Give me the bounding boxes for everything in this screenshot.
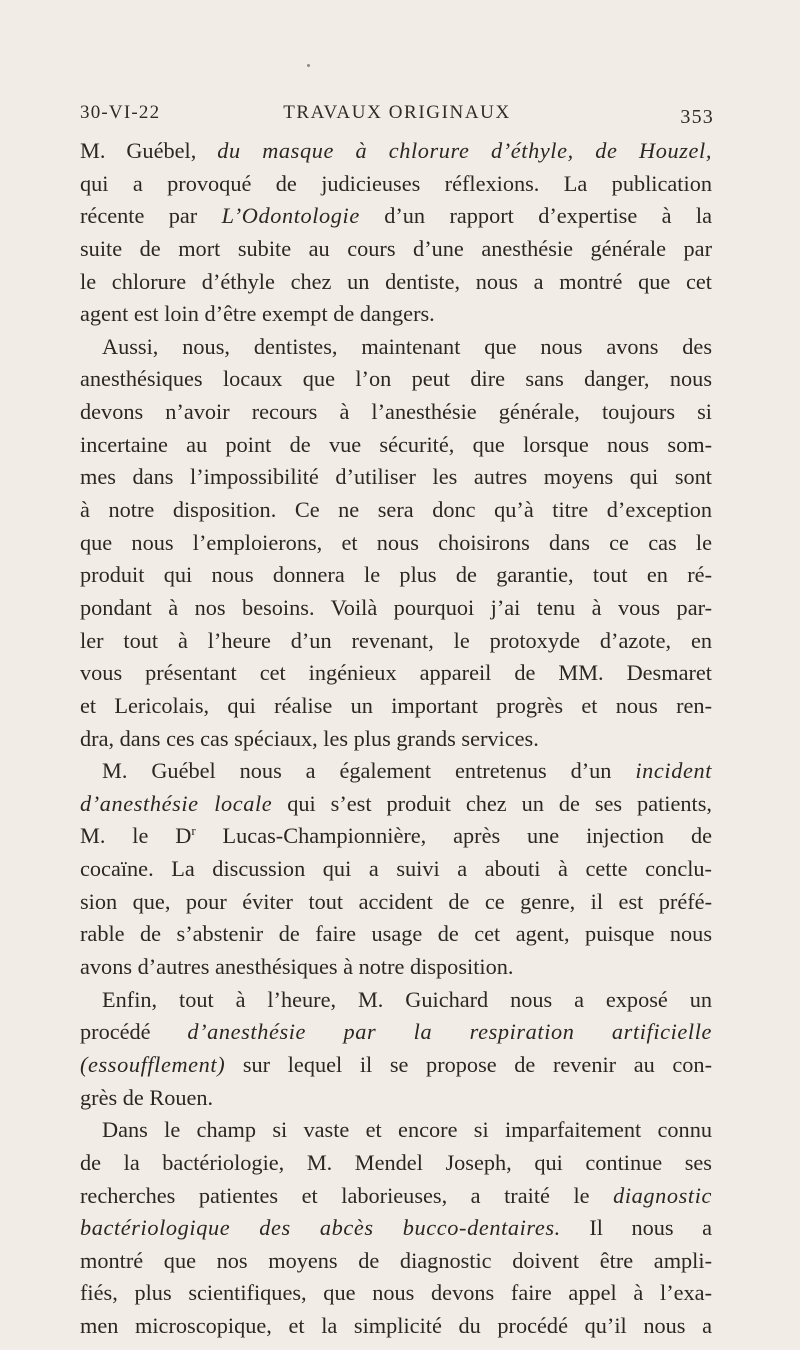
text-line: [80, 331, 712, 364]
text-run: sur lequel il se propose de revenir au con-: [225, 1051, 712, 1077]
text-line: [80, 788, 712, 821]
header-section-title: TRAVAUX ORIGINAUX: [283, 102, 511, 123]
text-run: avons d’autres anesthésiques à notre disposition.: [80, 954, 514, 980]
text-line: [80, 1114, 712, 1147]
text-run: qui s’est produit chez un de ses patients,: [272, 790, 712, 816]
text-run: produit qui nous donnera le plus de garantie, tout en ré-: [80, 562, 712, 588]
text-line: [80, 657, 712, 690]
header-date: 30-VI-22: [80, 102, 161, 123]
text-line: [80, 1049, 712, 1082]
text-run: fiés, plus scientifiques, que nous devons faire appel à l’exa-: [80, 1280, 712, 1306]
text-run: agent est loin d’être exempt de dangers.: [80, 301, 435, 327]
text-line: [80, 1082, 712, 1115]
italic-text: (essoufflement): [80, 1051, 226, 1077]
text-line: [80, 690, 712, 723]
text-run: M. le D: [80, 823, 192, 849]
italic-text: bactériologique des abcès bucco-dentaires.: [80, 1215, 561, 1241]
text-run: procédé: [80, 1019, 188, 1045]
body-text: [80, 135, 712, 1343]
text-run: Aussi, nous, dentistes, maintenant que nous avons des: [102, 333, 712, 359]
text-line: [80, 429, 712, 462]
text-line: [80, 494, 712, 527]
text-line: [80, 233, 712, 266]
text-run: anesthésiques locaux que l’on peut dire sans danger, nous: [80, 366, 712, 392]
italic-text: diagnostic: [613, 1182, 712, 1208]
text-line: [80, 951, 712, 984]
text-line: [80, 592, 712, 625]
text-run: cocaïne. La discussion qui a suivi a abouti à cette conclu-: [80, 856, 712, 882]
text-line: [80, 1147, 712, 1180]
text-line: [80, 1310, 712, 1343]
text-run: M. Guébel,: [80, 138, 218, 163]
text-run: rable de s’abstenir de faire usage de cet agent, puisque nous: [80, 921, 712, 947]
text-run: ler tout à l’heure d’un revenant, le protoxyde d’azote, en: [80, 627, 712, 653]
text-run: de la bactériologie, M. Mendel Joseph, qui continue ses: [80, 1149, 712, 1175]
text-run: dra, dans ces cas spéciaux, les plus grands services.: [80, 725, 539, 751]
text-run: montré que nos moyens de diagnostic doivent être ampli-: [80, 1247, 712, 1273]
italic-text: du masque à chlorure d’éthyle, de Houzel,: [217, 138, 712, 163]
text-run: que nous l’emploierons, et nous choisirons dans ce cas le: [80, 529, 712, 555]
text-run: men microscopique, et la simplicité du procédé qu’il nous a: [80, 1313, 712, 1339]
text-line: [80, 625, 712, 658]
italic-text: d’anesthésie locale: [80, 790, 273, 816]
text-run: devons n’avoir recours à l’anesthésie générale, toujours si: [80, 399, 712, 425]
italic-text: d’anesthésie par la respiration artificielle: [187, 1019, 712, 1045]
text-run: et Lericolais, qui réalise un important progrès et nous ren-: [80, 692, 712, 718]
text-line: [80, 723, 712, 756]
text-line: [80, 363, 712, 396]
text-run: recherches patientes et laborieuses, a traité le: [80, 1182, 614, 1208]
text-run: Dans le champ si vaste et encore si imparfaitement connu: [102, 1117, 712, 1143]
italic-text: L’Odontologie: [221, 203, 360, 229]
text-line: [80, 266, 712, 299]
text-run: à notre disposition. Ce ne sera donc qu’à titre d’exception: [80, 497, 712, 523]
italic-text: incident: [635, 758, 712, 784]
text-run: M. Guébel nous a également entretenus d’un: [102, 758, 636, 784]
text-line: [80, 200, 712, 233]
text-run: pondant à nos besoins. Voilà pourquoi j’ai tenu à vous par-: [80, 594, 712, 620]
text-line: [80, 853, 712, 886]
text-run: grès de Rouen.: [80, 1084, 214, 1110]
text-run: vous présentant cet ingénieux appareil de MM. Desmaret: [80, 660, 712, 686]
text-line: [80, 886, 712, 919]
text-line: [80, 1016, 712, 1049]
text-line: [80, 755, 712, 788]
text-run: qui a provoqué de judicieuses réflexions. La publication: [80, 170, 712, 196]
text-run: d’un rapport d’expertise à la: [359, 203, 712, 229]
text-line: [80, 1277, 712, 1310]
superscript: r: [191, 823, 196, 839]
text-line: [80, 559, 712, 592]
text-run: récente par: [80, 203, 222, 229]
text-line: [80, 984, 712, 1017]
page-number: 353: [680, 106, 714, 128]
text-line: [80, 396, 712, 429]
text-line: [80, 298, 712, 331]
text-line: [80, 135, 712, 168]
text-run: mes dans l’impossibilité d’utiliser les autres moyens qui sont: [80, 464, 712, 490]
text-run: Il nous a: [560, 1215, 712, 1241]
text-run: Enfin, tout à l’heure, M. Guichard nous a exposé un: [102, 986, 712, 1012]
print-speck: [307, 64, 310, 67]
text-line: [80, 527, 712, 560]
text-run: suite de mort subite au cours d’une anesthésie générale par: [80, 235, 712, 261]
text-line: [80, 820, 712, 853]
text-run: le chlorure d’éthyle chez un dentiste, nous a montré que cet: [80, 268, 712, 294]
text-line: [80, 168, 712, 201]
text-line: [80, 1212, 712, 1245]
text-line: [80, 1180, 712, 1213]
text-run: Lucas-Championnière, après une injection de: [195, 823, 712, 849]
text-line: [80, 461, 712, 494]
text-line: [80, 918, 712, 951]
text-run: incertaine au point de vue sécurité, que lorsque nous som-: [80, 431, 712, 457]
running-header: [80, 98, 714, 128]
text-run: sion que, pour éviter tout accident de ce genre, il est préfé-: [80, 888, 712, 914]
text-line: [80, 1245, 712, 1278]
